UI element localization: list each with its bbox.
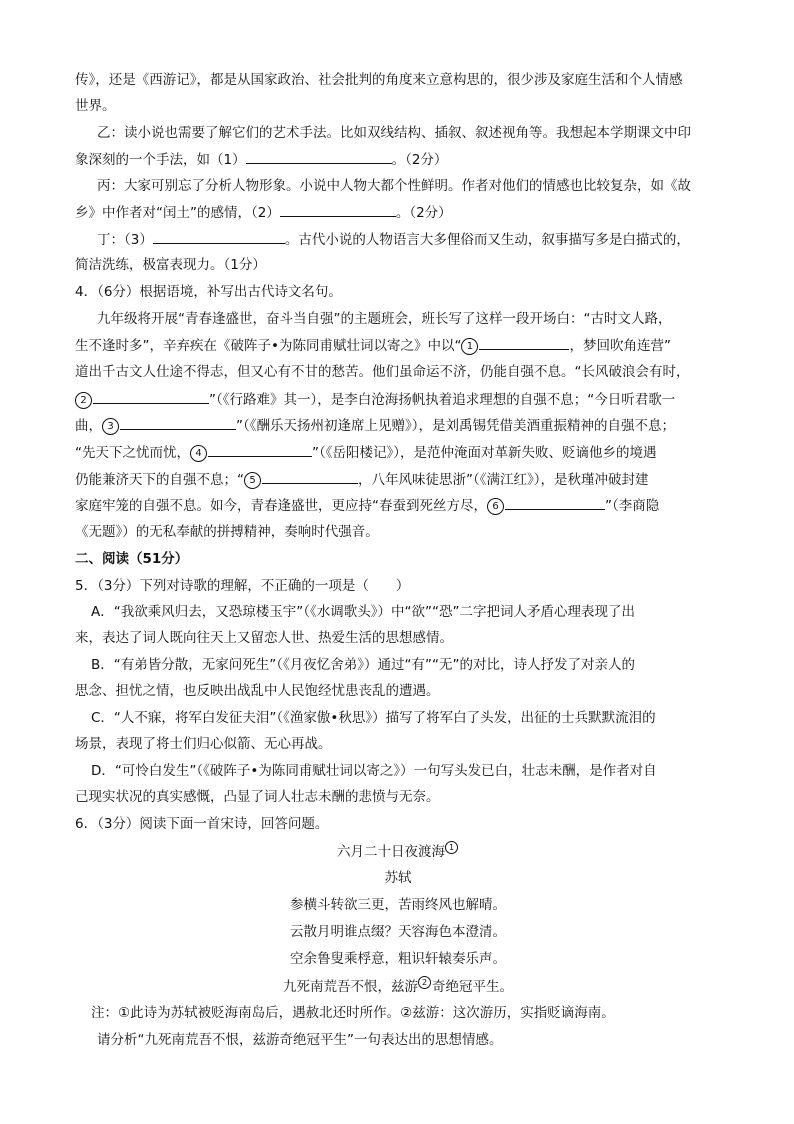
poem-text: 奇绝冠平生。	[432, 979, 513, 995]
q4-text: 仍能兼济天下的自强不息；“	[75, 472, 244, 488]
poem-blank-3[interactable]	[120, 415, 236, 430]
footnote-marker-1: 1	[445, 841, 458, 854]
poem-title	[75, 841, 721, 861]
poem-note: 注：①此诗为苏轼被贬海南岛后，遇赦北还时所作。②兹游：这次游历，实指贬谪海南。	[91, 1005, 615, 1021]
footnote-marker-2: 2	[418, 976, 431, 989]
q4-text: ”（《酬乐天扬州初逢席上见赠》），是刘禹锡凭借美酒重振精神的自强不息；	[236, 418, 675, 434]
poem-blank-6[interactable]	[505, 495, 605, 510]
answer-blank-2[interactable]	[280, 202, 396, 217]
dialogue-text: 。古代小说的人物语言大多俚俗而又生动，叙事描写多是白描式的，	[284, 232, 690, 248]
blank-marker-1: 1	[461, 338, 478, 355]
answer-blank-3[interactable]	[153, 229, 285, 244]
option-c-cont: 场景，表现了将士们归心似箭、无心再战。	[75, 736, 332, 752]
paragraph-line: 世界。	[75, 98, 116, 114]
dialogue-text: 丁：（3）	[97, 232, 153, 248]
q4-text-line	[75, 442, 657, 462]
q4-text: ”（李商隐	[605, 498, 660, 514]
option-a-cont: 来，表达了词人既向往天上又留恋人世、热爱生活的思想感情。	[75, 630, 453, 646]
q4-text: ，梦回吹角连营”	[569, 338, 671, 354]
question-4-title: 4．（6分）根据语境，补写出古代诗文名句。	[75, 284, 342, 300]
q4-text-line: 九年级将开展“青春逢盛世，奋斗当自强”的主题班会，班长写了这样一段开场白：“古时文人路，	[97, 311, 672, 327]
poem-blank-1[interactable]	[479, 335, 569, 350]
dialogue-bing-line	[75, 202, 452, 222]
q4-text-line	[75, 469, 649, 489]
option-d: D．“可怜白发生”（《破阵子•为陈同甫赋壮词以寄之》）一句写头发已白，壮志未酬，是作者对自	[91, 763, 657, 779]
q4-text: ，八年风味徒思浙”（《满江红》），是秋瑾冲破封建	[358, 472, 649, 488]
question-6-title: 6．（3分）阅读下面一首宋诗，回答问题。	[75, 816, 329, 832]
question-6-prompt: 请分析“九死南荒吾不恨，兹游奇绝冠平生”一句表达出的思想情感。	[97, 1032, 503, 1048]
q4-text: 曲，	[75, 418, 102, 434]
q4-text: ”（《行路难》其一），是李白沧海扬帆执着追求理想的自强不息；“今日听君歌一	[209, 392, 676, 408]
poem-author: 苏轼	[384, 870, 412, 886]
option-d-cont: 己现实状况的真实感慨，凸显了词人壮志未酬的悲愤与无奈。	[75, 789, 440, 805]
poem-title-text: 六月二十日夜渡海	[337, 844, 445, 860]
q4-text-line: 《无题》）的无私奉献的拼搏精神，奏响时代强音。	[75, 524, 379, 540]
option-b-cont: 思念、担忧之情，也反映出战乱中人民饱经忧患丧乱的遭遇。	[75, 683, 440, 699]
question-5-title: 5．（3分）下列对诗歌的理解，不正确的一项是（ ）	[75, 578, 410, 594]
poem-line: 参横斗转欲三更，苦雨终风也解晴。	[290, 897, 506, 913]
q4-text: ”（《岳阳楼记》），是范仲淹面对革新失败、贬谪他乡的境遇	[312, 445, 657, 461]
answer-blank-1[interactable]	[246, 149, 392, 164]
blank-marker-2: 2	[75, 392, 92, 409]
q4-text-line	[75, 415, 675, 435]
poem-blank-2[interactable]	[93, 389, 209, 404]
blank-marker-3: 3	[102, 418, 119, 435]
option-b: B．“有弟皆分散，无家问死生”（《月夜忆舍弟》）通过“有”“无”的对比，诗人抒发了对亲人的	[91, 657, 635, 673]
option-a: A．“我欲乘风归去，又恐琼楼玉宇”（《水调歌头》）中“欲”“恐”二字把词人矛盾心理表现了出	[91, 604, 635, 620]
dialogue-text: 乡》中作者对“闰土”的感情，（2）	[75, 205, 280, 221]
dialogue-yi-line	[75, 149, 447, 169]
dialogue-text: 。（2分）	[395, 205, 452, 221]
q4-text: “先天下之忧而忧，	[75, 445, 190, 461]
option-c: C．“人不寐，将军白发征夫泪”（《渔家傲•秋思》）描写了将军白了头发，出征的士兵默默流泪的	[91, 710, 656, 726]
dialogue-bing-line: 丙：大家可别忘了分析人物形象。小说中人物大都个性鲜明。作者对他们的情感也比较复杂，如《故	[97, 178, 691, 194]
q4-text-line	[75, 335, 671, 355]
dialogue-ding-line	[97, 229, 690, 249]
poem-blank-5[interactable]	[262, 469, 358, 484]
poem-line: 空余鲁叟乘桴意，粗识轩辕奏乐声。	[290, 951, 506, 967]
q4-text-line	[75, 389, 675, 409]
poem-line	[75, 976, 721, 996]
poem-line: 云散月明谁点缀？天容海色本澄清。	[290, 924, 506, 940]
dialogue-text: 象深刻的一个手法，如（1）	[75, 152, 246, 168]
q4-text: 生不逢时多”，辛弃疾在《破阵子•为陈同甫赋壮词以寄之》中以“	[75, 338, 462, 354]
section-heading: 二、阅读（51分）	[75, 551, 189, 567]
poem-text: 九死南荒吾不恨，兹游	[283, 979, 418, 995]
q4-text-line: 道出千古文人仕途不得志，但又心有不甘的愁苦。他们虽命运不济，仍能自强不息。“长风破浪会有时，	[75, 364, 690, 380]
blank-marker-6: 6	[487, 498, 504, 515]
paragraph-line: 传》，还是《西游记》，都是从国家政治、社会批判的角度来立意构思的，很少涉及家庭生活和个人情感	[75, 72, 683, 88]
dialogue-text: 。（2分）	[391, 152, 448, 168]
q4-text-line	[75, 495, 659, 515]
dialogue-yi-line: 乙：读小说也需要了解它们的艺术手法。比如双线结构、插叙、叙述视角等。我想起本学期课文中印	[97, 125, 691, 141]
poem-blank-4[interactable]	[208, 442, 312, 457]
q4-text: 家庭牢笼的自强不息。如今，青春逢盛世，更应持“春蚕到死丝方尽，	[75, 498, 487, 514]
blank-marker-5: 5	[244, 472, 261, 489]
dialogue-ding-line: 简洁洗练，极富表现力。（1分）	[75, 257, 266, 273]
blank-marker-4: 4	[190, 445, 207, 462]
